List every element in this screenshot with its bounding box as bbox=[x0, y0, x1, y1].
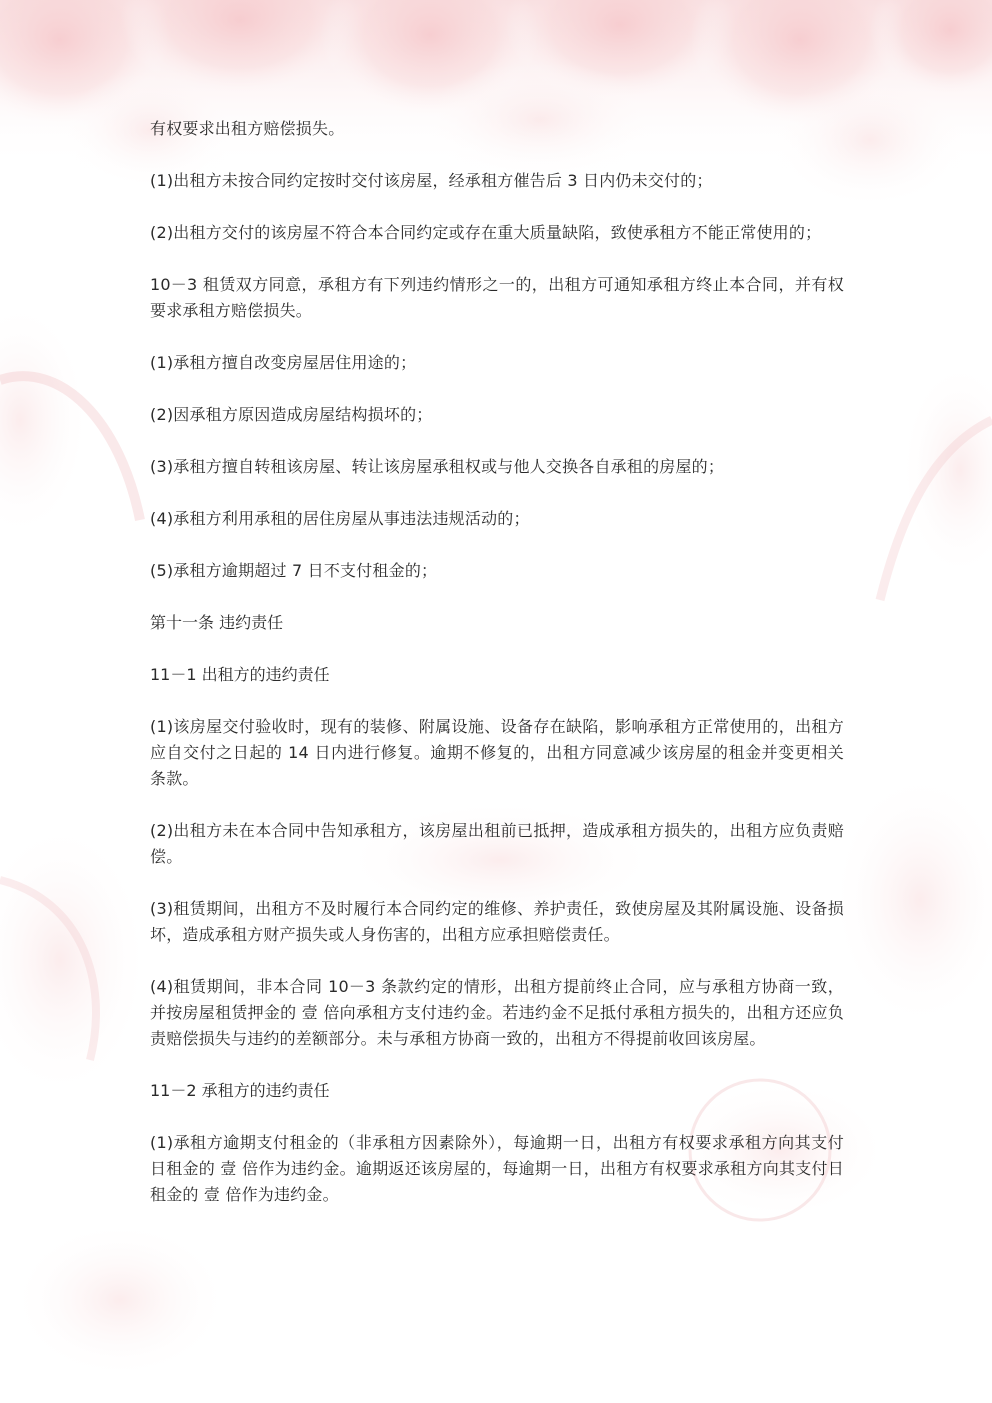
paragraph-11-1-item-4: (4)租赁期间，非本合同 10－3 条款约定的情形，出租方提前终止合同，应与承租方协商一致，并按房屋租赁押金的 壹 倍向承租方支付违约金。若违约金不足抵付承租方损失的，出租方还应负责赔偿损失与违约的差额部分。未与承租方协商一致的，出租方不得提前收回该房屋。 bbox=[150, 977, 844, 1048]
paragraph-11-1-item-1: (1)该房屋交付验收时，现有的装修、附属设施、设备存在缺陷，影响承租方正常使用的，出租方应自交付之日起的 14 日内进行修复。逾期不修复的，出租方同意减少该房屋的租金并变更相关条款。 bbox=[150, 717, 844, 788]
paragraph-10-3-item-1: (1)承租方擅自改变房屋居住用途的； bbox=[150, 353, 417, 372]
paragraph-10-3-item-3: (3)承租方擅自转租该房屋、转让该房屋承租权或与他人交换各自承租的房屋的； bbox=[150, 457, 725, 476]
paragraph-10-3-item-5: (5)承租方逾期超过 7 日不支付租金的； bbox=[150, 561, 438, 580]
document-page bbox=[150, 116, 844, 1234]
paragraph-10-3-item-4: (4)承租方利用承租的居住房屋从事违法违规活动的； bbox=[150, 509, 530, 528]
subsection-heading-11-1: 11－1 出租方的违约责任 bbox=[150, 665, 330, 684]
paragraph-continuation: 有权要求出租方赔偿损失。 bbox=[150, 119, 345, 138]
paragraph-10-2-item-2: (2)出租方交付的该房屋不符合本合同约定或存在重大质量缺陷，致使承租方不能正常使用的； bbox=[150, 223, 822, 242]
paragraph-11-1-item-2: (2)出租方未在本合同中告知承租方，该房屋出租前已抵押，造成承租方损失的，出租方应负责赔偿。 bbox=[150, 821, 844, 866]
paragraph-11-1-item-3: (3)租赁期间，出租方不及时履行本合同约定的维修、养护责任，致使房屋及其附属设施、设备损坏，造成承租方财产损失或人身伤害的，出租方应承担赔偿责任。 bbox=[150, 899, 844, 944]
subsection-heading-11-2: 11－2 承租方的违约责任 bbox=[150, 1081, 330, 1100]
paragraph-10-3: 10－3 租赁双方同意，承租方有下列违约情形之一的，出租方可通知承租方终止本合同，并有权要求承租方赔偿损失。 bbox=[150, 275, 844, 320]
section-heading-article-11: 第十一条 违约责任 bbox=[150, 613, 284, 632]
paragraph-10-3-item-2: (2)因承租方原因造成房屋结构损坏的； bbox=[150, 405, 433, 424]
paragraph-11-2-item-1: (1)承租方逾期支付租金的（非承租方因素除外），每逾期一日，出租方有权要求承租方向其支付日租金的 壹 倍作为违约金。逾期返还该房屋的，每逾期一日，出租方有权要求承租方向其支付日租金的 壹 倍作为违约金。 bbox=[150, 1133, 844, 1204]
paragraph-10-2-item-1: (1)出租方未按合同约定按时交付该房屋，经承租方催告后 3 日内仍未交付的； bbox=[150, 171, 713, 190]
